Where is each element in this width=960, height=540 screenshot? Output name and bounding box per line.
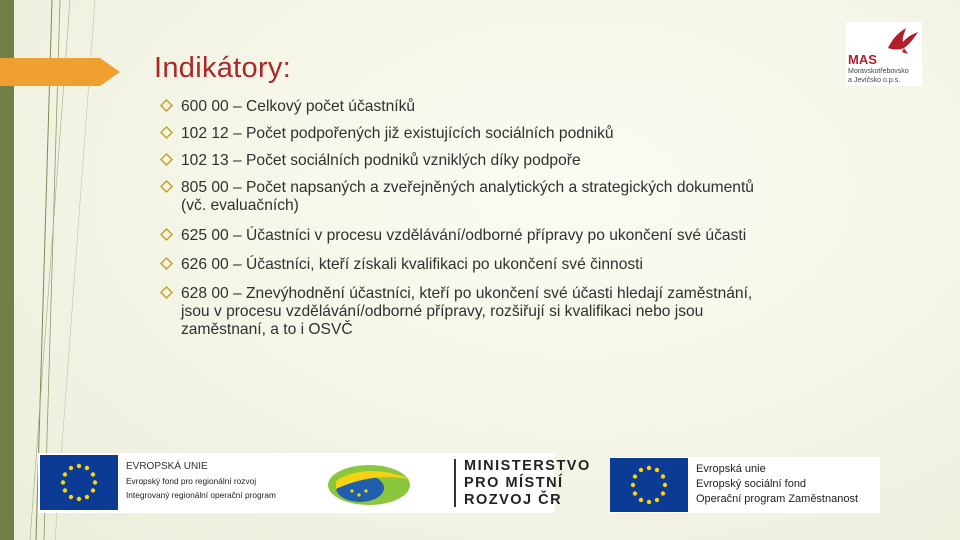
footer-logo-strip-left	[38, 453, 591, 513]
ministry-name	[464, 458, 591, 509]
program-label: Operační program Zaměstnanost	[696, 493, 859, 505]
eu-label: Evropská unie	[696, 463, 766, 475]
item-line: 628 00 – Znevýhodnění účastníci, kteří po ukončení své účasti hledají zaměstnání,	[181, 285, 753, 302]
mas-name-line2: a Jevíčsko o.p.s.	[848, 77, 901, 84]
list-item	[160, 125, 850, 143]
diamond-bullet-icon	[160, 153, 173, 166]
program-label: Integrovaný regionální operační program	[126, 490, 276, 500]
eu-label: EVROPSKÁ UNIE	[126, 461, 208, 472]
eu-flag-icon	[40, 455, 118, 510]
accent-arrow	[0, 58, 120, 86]
list-item	[160, 152, 850, 170]
item-line: 102 13 – Počet sociálních podniků vzniklých díky podpoře	[181, 152, 581, 169]
item-line: jsou v procesu vzdělávání/odborné přípravy, rozšiřují si kvalifikaci nebo jsou	[181, 303, 704, 320]
diamond-bullet-icon	[160, 180, 173, 193]
diamond-bullet-icon	[160, 99, 173, 112]
item-line: zaměstnaní, a to i OSVČ	[181, 321, 353, 338]
fund-label: Evropský sociální fond	[696, 478, 807, 490]
fund-label: Evropský fond pro regionální rozvoj	[126, 476, 257, 486]
diamond-bullet-icon	[160, 257, 173, 270]
item-line: 600 00 – Celkový počet účastníků	[181, 98, 416, 115]
diamond-bullet-icon	[160, 228, 173, 241]
mas-name-line1: Moravskotřebovsko	[848, 68, 909, 75]
diamond-bullet-icon	[160, 286, 173, 299]
list-item	[160, 98, 850, 116]
item-line: 102 12 – Počet podpořených již existujících sociálních podniků	[181, 125, 614, 142]
page-title: Indikátory:	[154, 52, 292, 84]
diamond-bullet-icon	[160, 126, 173, 139]
list-item	[160, 256, 850, 274]
ministry-line1: MINISTERSTVO	[464, 458, 591, 474]
list-item	[160, 285, 850, 339]
logo-divider	[454, 459, 456, 507]
footer-logo-strip-right	[610, 457, 880, 513]
mas-logo	[846, 22, 922, 86]
ministry-line3: ROZVOJ ČR	[464, 492, 563, 508]
list-item	[160, 179, 850, 215]
item-line: 805 00 – Počet napsaných a zveřejněných analytických a strategických dokumentů	[181, 179, 754, 196]
item-line: (vč. evaluačních)	[181, 197, 299, 214]
mas-abbr: MAS	[848, 52, 877, 67]
item-line: 625 00 – Účastníci v procesu vzdělávání/odborné přípravy po ukončení své účasti	[181, 227, 747, 244]
item-line: 626 00 – Účastníci, kteří získali kvalifikaci po ukončení své činnosti	[181, 256, 643, 273]
indicator-list	[160, 98, 850, 339]
irop-logo-icon	[326, 461, 412, 507]
eu-flag-icon	[610, 458, 688, 512]
eagle-logo-icon	[886, 26, 920, 56]
list-item	[160, 227, 850, 245]
ministry-line2: PRO MÍSTNÍ	[464, 475, 564, 491]
